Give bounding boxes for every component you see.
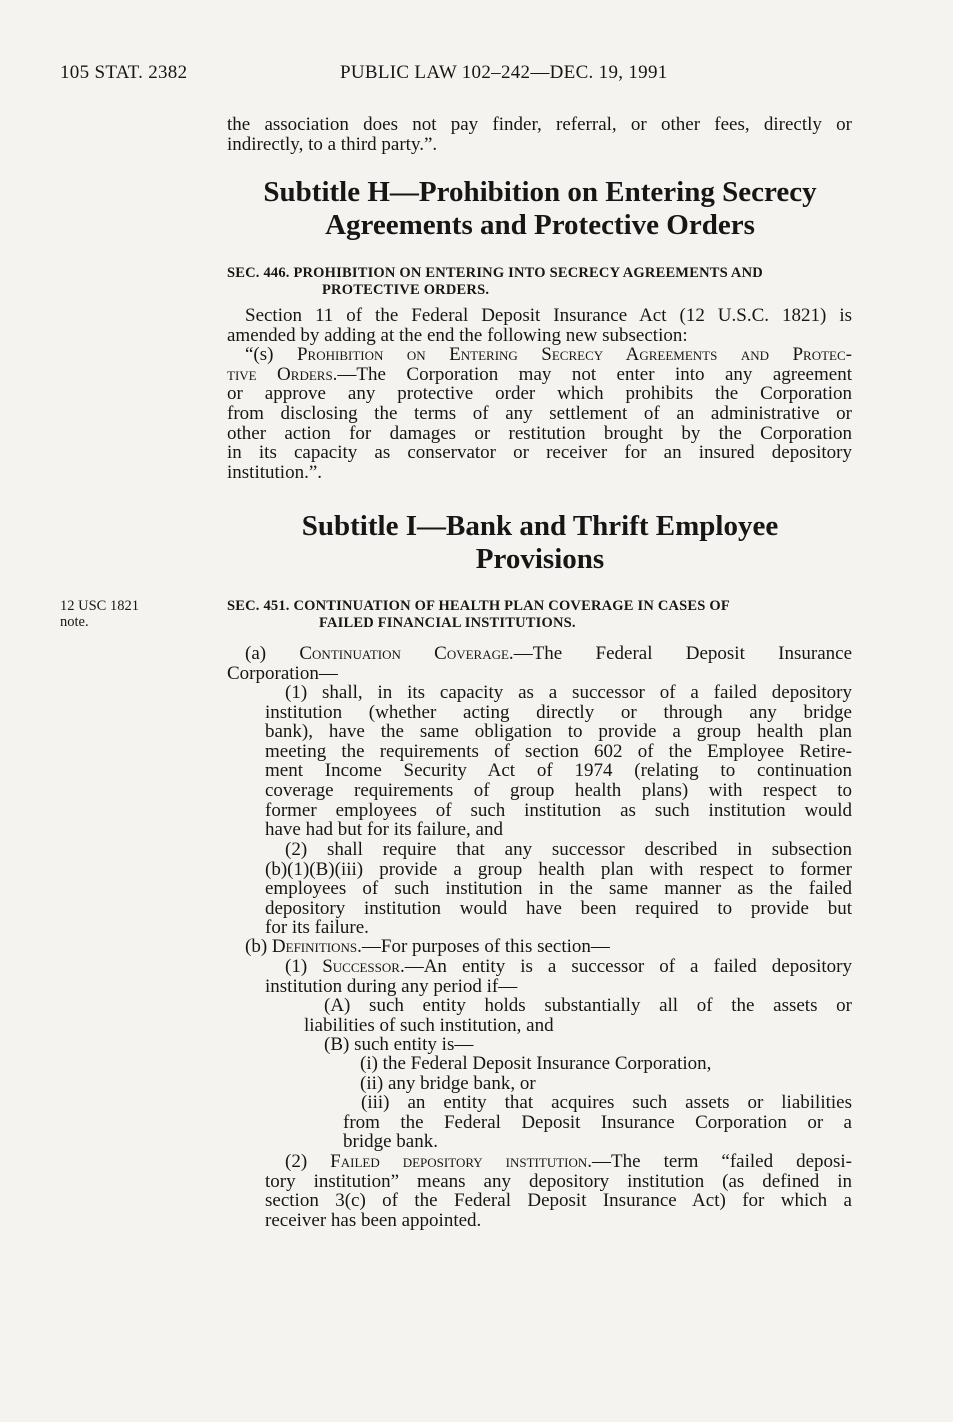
paragraph-a1-line: bank), have the same obligation to provide a group health plan <box>265 721 852 743</box>
subtitle-h-line1: Subtitle H—Prohibition on Entering Secrecy <box>263 176 817 208</box>
intro-line: indirectly, to a third party.”. <box>227 133 438 155</box>
paragraph-a1-line: have had but for its failure, and <box>265 819 503 841</box>
subsection-s-title-line <box>227 345 852 365</box>
sec-446-line: Section 11 of the Federal Deposit Insurance Act (12 U.S.C. 1821) is <box>245 305 852 326</box>
clause-A <box>304 996 852 1035</box>
subtitle-h-heading <box>200 176 880 242</box>
sec-446-heading-line1: SEC. 446. PROHIBITION ON ENTERING INTO SECRECY AGREEMENTS AND <box>227 265 763 281</box>
intro-paragraph <box>227 115 852 154</box>
subsection-s-title: Prohibition on Entering Secrecy Agreements and Protec- <box>296 344 852 366</box>
sec-451-heading-line1: SEC. 451. CONTINUATION OF HEALTH PLAN COVERAGE IN CASES OF <box>227 598 730 614</box>
subsection-s-title-cont: tive Orders. <box>227 363 338 385</box>
paragraph-a1-line: meeting the requirements of section 602 of the Employee Retire- <box>265 740 852 762</box>
paragraph-a1-line: (1) shall, in its capacity as a successor of a failed depository <box>285 682 852 703</box>
subsection-s-prefix: “(s) <box>245 344 297 366</box>
subsection-a-text: —The Federal Deposit Insurance <box>513 643 852 664</box>
subsection-b-text: —For purposes of this section— <box>361 936 610 957</box>
subsection-s-line: or approve any protective order which prohibits the Corporation <box>227 383 852 405</box>
paragraph-b2-title: Failed depository institution. <box>330 1151 593 1172</box>
paragraph-a1-line: coverage requirements of group health plans) with respect to <box>265 779 852 801</box>
subsection-a-title: Continuation Coverage. <box>299 643 514 664</box>
items-i-ii <box>360 1054 852 1093</box>
item-i-line: (i) the Federal Deposit Insurance Corporation, <box>360 1053 712 1074</box>
item-iii <box>343 1093 852 1152</box>
paragraph-a1 <box>265 683 852 840</box>
paragraph-b1-prefix: (1) <box>285 956 323 977</box>
subsection-a-prefix: (a) <box>245 643 300 664</box>
subsection-s-line: in its capacity as conservator or receiver for an insured depository <box>227 442 852 464</box>
paragraph-b2-text: —The term “failed deposi- <box>592 1151 853 1172</box>
sec-446-heading-line2: PROTECTIVE ORDERS. <box>322 282 490 298</box>
subsection-b-title: Definitions. <box>271 936 362 957</box>
subsection-b-line <box>227 937 852 957</box>
paragraph-b2-first-line <box>265 1152 852 1172</box>
subsection-s-line: other action for damages or restitution brought by the Corporation <box>227 422 852 444</box>
paragraph-a2-line: (2) shall require that any successor described in subsection <box>285 839 852 860</box>
paragraph-b1 <box>265 957 852 996</box>
paragraph-b2 <box>265 1152 852 1230</box>
subtitle-h-line2: Agreements and Protective Orders <box>325 209 755 241</box>
subsection-s-first-line <box>227 365 852 385</box>
subtitle-i-heading <box>250 510 830 576</box>
paragraph-a1-line: institution (whether acting directly or through any bridge <box>265 701 852 723</box>
subsection-a-first-line <box>227 644 852 664</box>
subsection-a <box>227 644 852 683</box>
subsection-b-prefix: (b) <box>245 936 272 957</box>
subsection-s-text: —The Corporation may not enter into any agreement <box>337 363 852 385</box>
paragraph-a2 <box>265 840 852 938</box>
margin-note-line2: note. <box>60 614 89 630</box>
sec-446-line: amended by adding at the end the following new subsection: <box>227 324 688 346</box>
paragraph-b2-line: tory institution” means any depository institution (as defined in <box>265 1170 852 1192</box>
paragraph-a2-line: depository institution would have been required to provide but <box>265 897 852 919</box>
page-reference: 105 STAT. 2382 <box>60 62 188 83</box>
paragraph-b2-line: section 3(c) of the Federal Deposit Insurance Act) for which a <box>265 1190 852 1212</box>
subsection-s-line: from disclosing the terms of any settlement of an administrative or <box>227 402 852 424</box>
subsection-b <box>227 937 852 957</box>
paragraph-a2-line: (b)(1)(B)(iii) provide a group health plan with respect to former <box>265 858 852 880</box>
subtitle-i-line2: Provisions <box>475 543 605 575</box>
clause-B-line: (B) such entity is— <box>324 1034 474 1055</box>
margin-note-line1: 12 USC 1821 <box>60 598 139 614</box>
sec-451-heading <box>227 598 730 632</box>
item-iii-line: (iii) an entity that acquires such assets or liabilities <box>361 1092 852 1113</box>
item-iii-line: from the Federal Deposit Insurance Corporation or a <box>343 1111 852 1133</box>
paragraph-b2-line: receiver has been appointed. <box>265 1209 482 1231</box>
subsection-s-line: institution.”. <box>227 461 322 483</box>
paragraph-a1-line: ment Income Security Act of 1974 (relating to continuation <box>265 760 852 782</box>
paragraph-b1-title: Successor. <box>322 956 405 977</box>
running-header: PUBLIC LAW 102–242—DEC. 19, 1991 <box>340 62 668 83</box>
sec-446-heading <box>227 265 763 299</box>
intro-line: the association does not pay finder, referral, or other fees, directly or <box>227 114 852 135</box>
clause-A-line: liabilities of such institution, and <box>304 1014 554 1036</box>
subsection-a-line: Corporation— <box>227 662 338 684</box>
item-ii-line: (ii) any bridge bank, or <box>360 1072 536 1094</box>
sec-446-body <box>227 306 852 482</box>
paragraph-a1-line: former employees of such institution as such institution would <box>265 799 852 821</box>
paragraph-b1-first-line <box>265 957 852 977</box>
paragraph-a2-line: employees of such institution in the same manner as the failed <box>265 878 852 900</box>
paragraph-b1-text: —An entity is a successor of a failed depository <box>404 956 852 977</box>
item-iii-line: bridge bank. <box>343 1131 438 1153</box>
subtitle-i-line1: Subtitle I—Bank and Thrift Employee <box>301 510 779 542</box>
clause-B <box>324 1035 852 1055</box>
paragraph-b1-line: institution during any period if— <box>265 975 518 997</box>
sec-451-heading-line2: FAILED FINANCIAL INSTITUTIONS. <box>319 615 576 631</box>
clause-A-line: (A) such entity holds substantially all of the assets or <box>324 995 852 1016</box>
paragraph-b2-prefix: (2) <box>285 1151 331 1172</box>
margin-note <box>60 598 139 630</box>
paragraph-a2-line: for its failure. <box>265 917 369 939</box>
